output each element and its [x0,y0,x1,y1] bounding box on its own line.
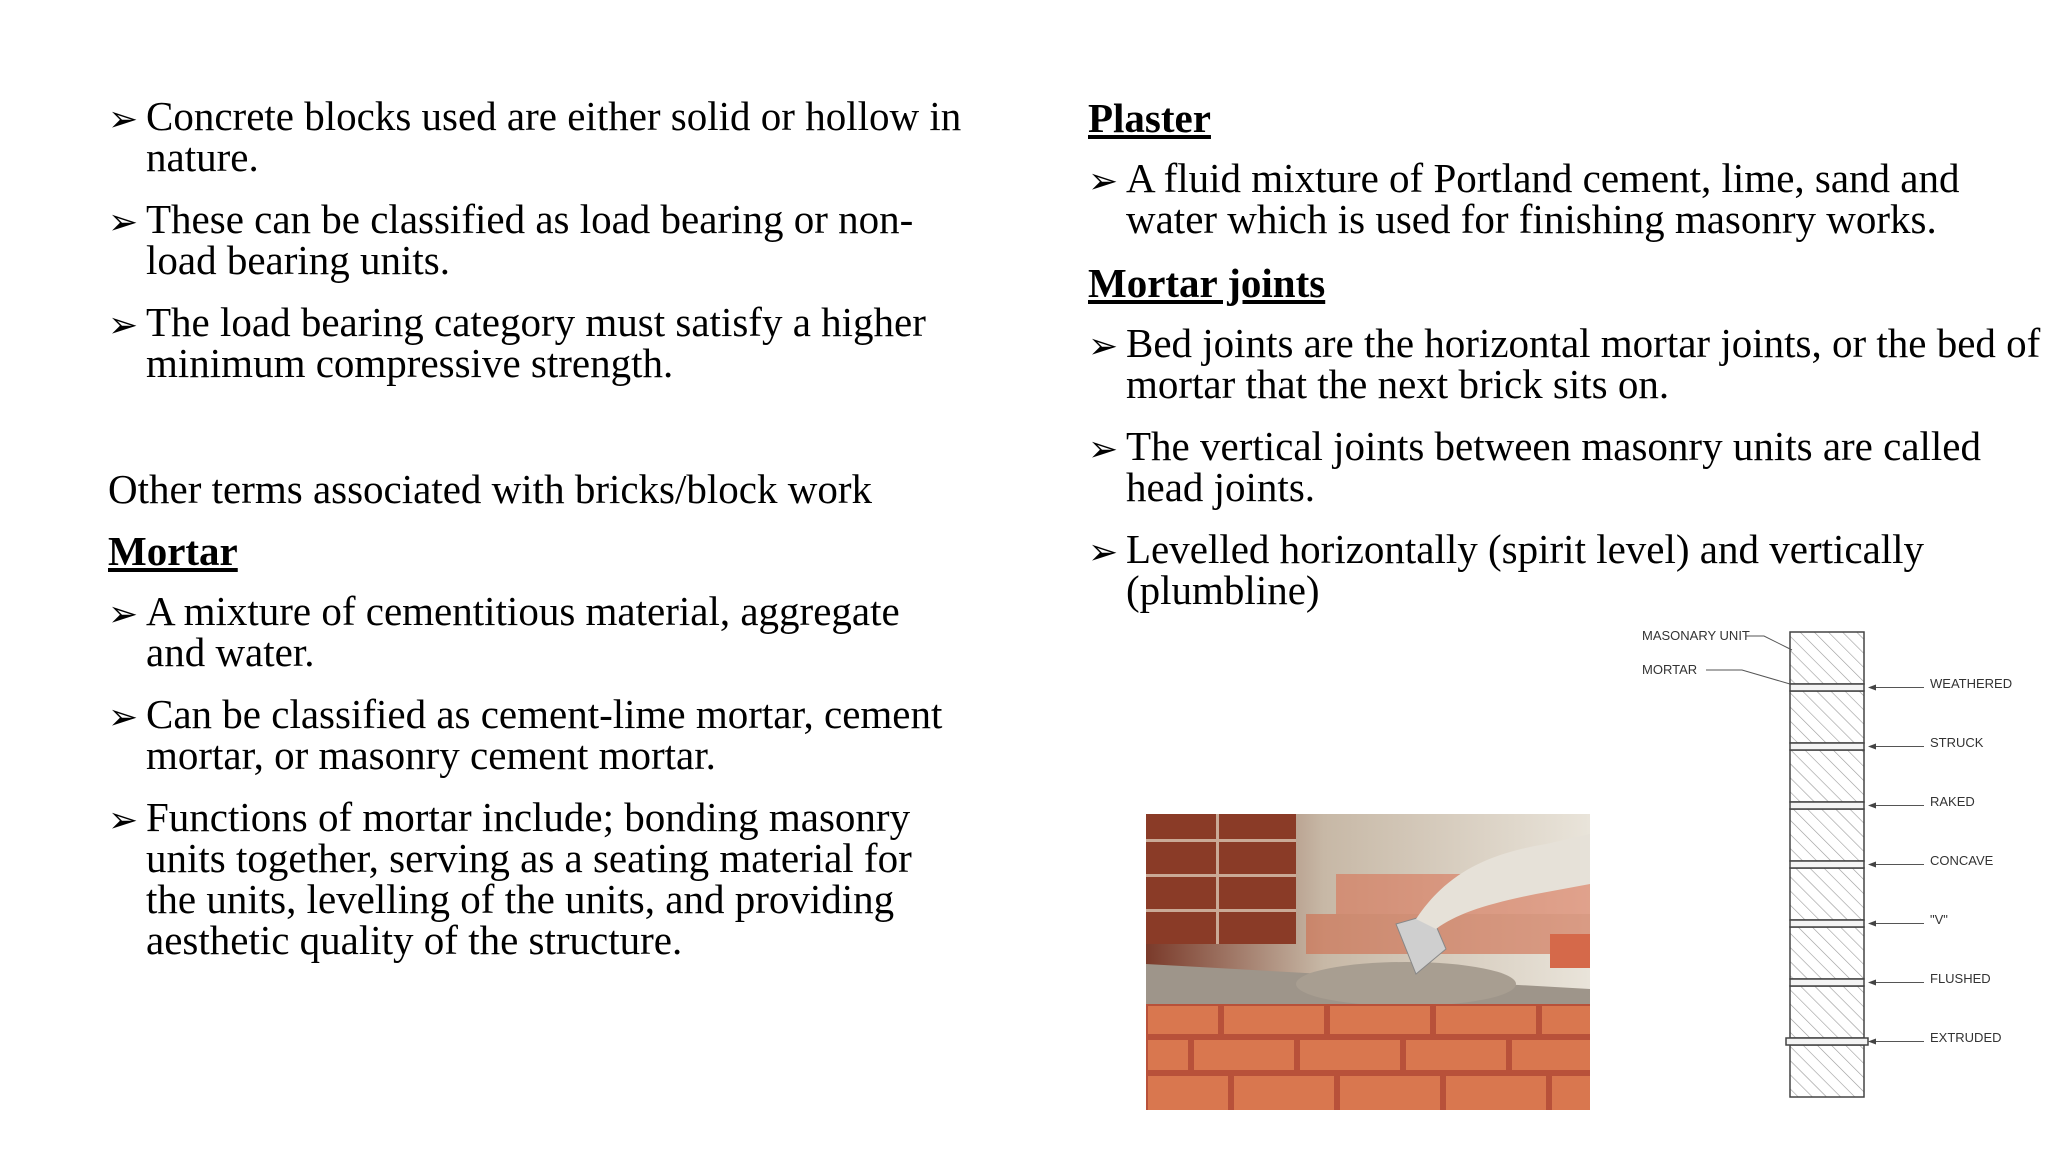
masonry-unit-label: MASONARY UNIT [1642,628,1750,643]
arrow-head-icon [1868,980,1876,986]
other-terms-text: Other terms associated with bricks/block work [108,466,873,512]
arrow-bullet-icon: ➢ [108,697,139,738]
bricklaying-photo [1146,814,1590,1110]
mortar-joint [1790,743,1864,750]
bricklaying-illustration [1146,814,1590,1110]
bullet-text: The vertical joints between masonry units are called head joints. [1126,423,1981,510]
arrow-bullet-icon: ➢ [1088,326,1119,367]
mortar-bullet-list [108,588,968,963]
arrow-head-icon [1868,921,1876,927]
masonry-unit [1790,750,1864,802]
arrow-bullet-icon: ➢ [1088,429,1119,470]
masonry-unit [1790,632,1864,684]
left-column [108,93,968,982]
mortar-joint [1790,920,1864,927]
mortar-joint [1790,979,1864,986]
joint-label-struck: STRUCK [1930,735,1984,750]
masonry-unit [1790,927,1864,979]
plaster-bullet-list [1088,155,2048,242]
joint-label-flushed: FLUSHED [1930,971,1991,986]
list-item [1088,526,2048,613]
arrow-bullet-icon: ➢ [108,594,139,635]
bullet-text: A fluid mixture of Portland cement, lime, sand and water which is used for finishing masonry works. [1126,155,1960,242]
arrow-head-icon [1868,685,1876,691]
arrow-bullet-icon: ➢ [1088,161,1119,202]
mortar-joint-diagram [1632,620,2048,1100]
bullet-text: A mixture of cementitious material, aggregate and water. [146,588,900,675]
mortar-joint [1790,802,1864,809]
joint-label-v: "V" [1930,912,1948,927]
plaster-heading: Plaster [1088,95,1211,141]
masonry-unit [1790,1045,1864,1097]
bullet-text: The load bearing category must satisfy a higher minimum compressive strength. [146,299,926,386]
arrow-bullet-icon: ➢ [1088,532,1119,573]
masonry-unit [1790,868,1864,920]
arrow-head-icon [1868,862,1876,868]
joint-label-concave: CONCAVE [1930,853,1994,868]
list-item [108,299,968,386]
mortar-label: MORTAR [1642,662,1698,677]
right-column [1088,96,2048,632]
masonry-unit [1790,986,1864,1038]
mortar-heading: Mortar [108,528,238,574]
masonry-unit [1790,691,1864,743]
list-item [108,794,968,963]
mortar-joint [1790,684,1864,691]
arrow-bullet-icon: ➢ [108,800,139,841]
bullet-text: Functions of mortar include; bonding masonry units together, serving as a seating material for the units, levelling of the units, and providing aesthetic quality of the structure. [146,794,912,963]
arrow-head-icon [1868,803,1876,809]
arrow-head-icon [1868,744,1876,750]
bullet-text: Levelled horizontally (spirit level) and vertically (plumbline) [1126,526,1925,613]
mortar-joint [1786,1038,1868,1045]
mortar-joint [1790,861,1864,868]
list-item [108,196,968,283]
list-item [1088,320,2048,407]
list-item [1088,155,2048,242]
bullet-text: Concrete blocks used are either solid or hollow in nature. [146,93,962,180]
masonry-unit [1790,809,1864,861]
list-item [108,691,968,778]
list-item [108,93,968,180]
joint-label-extruded: EXTRUDED [1930,1030,2002,1045]
list-item [1088,423,2048,510]
block-bullet-list [108,93,968,386]
arrow-bullet-icon: ➢ [108,305,139,346]
joint-types-illustration [1632,620,2048,1100]
bullet-text: These can be classified as load bearing or non-load bearing units. [146,196,914,283]
arrow-head-icon [1868,1039,1876,1045]
joint-label-raked: RAKED [1930,794,1975,809]
bullet-text: Can be classified as cement-lime mortar, cement mortar, or masonry cement mortar. [146,691,943,778]
arrow-bullet-icon: ➢ [108,202,139,243]
mortar-joints-heading: Mortar joints [1088,260,1326,306]
joints-bullet-list [1088,320,2048,613]
bullet-text: Bed joints are the horizontal mortar joints, or the bed of mortar that the next brick sits on. [1126,320,2041,407]
joint-label-weathered: WEATHERED [1930,676,2013,691]
list-item [108,588,968,675]
arrow-bullet-icon: ➢ [108,99,139,140]
